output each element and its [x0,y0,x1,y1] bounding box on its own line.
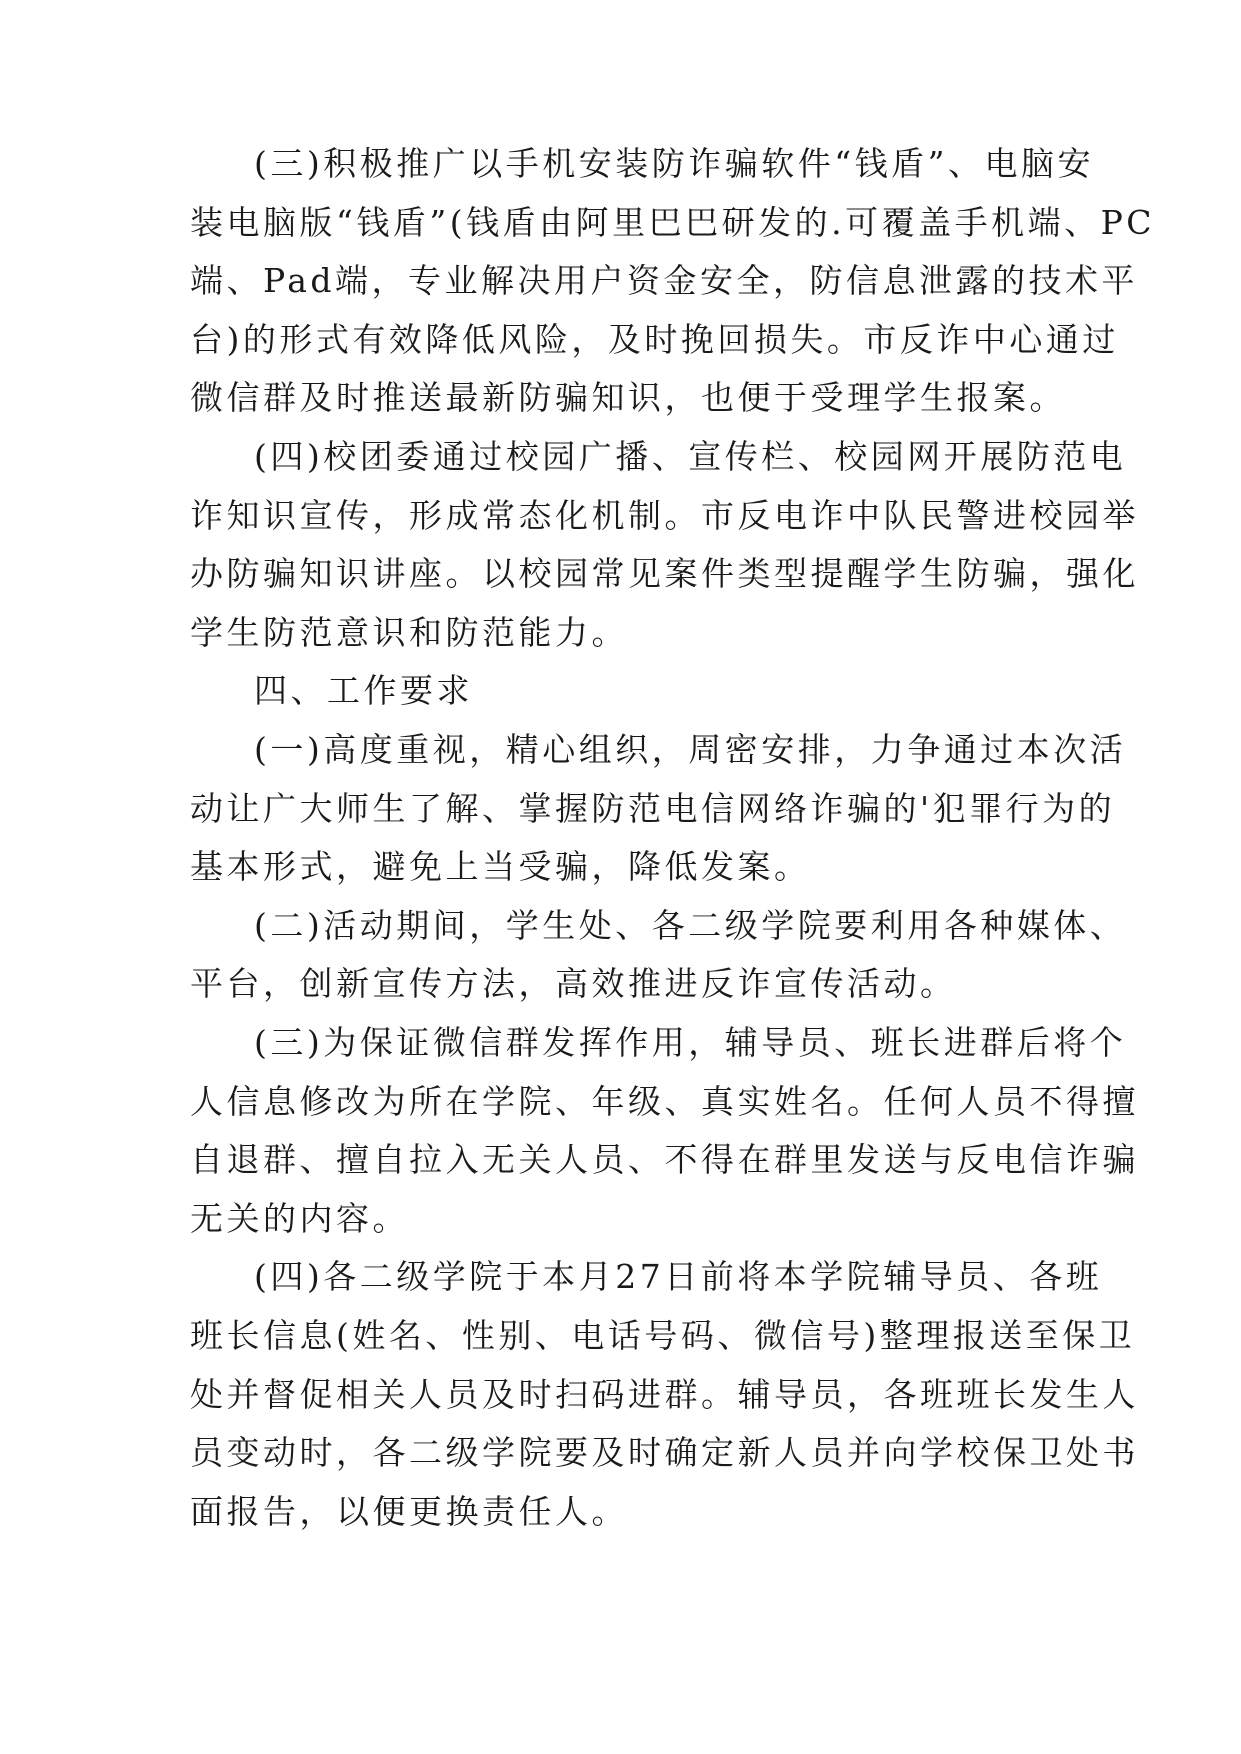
document-text-line: (三)积极推广以手机安装防诈骗软件“钱盾”、电脑安 [254,144,1094,183]
document-text-line: 班长信息(姓名、性别、电话号码、微信号)整理报送至保卫 [190,1316,1136,1355]
document-text-line: 平台，创新宣传方法，高效推进反诈宣传活动。 [190,964,957,1004]
document-text-line: 人信息修改为所在学院、年级、真实姓名。任何人员不得擅 [190,1081,1139,1121]
document-text-line: 装电脑版“钱盾”(钱盾由阿里巴巴研发的.可覆盖手机端、PC [190,202,1156,242]
document-text-line: (四)各二级学院于本月27日前将本学院辅导员、各班 [254,1257,1103,1297]
document-text-line: 员变动时，各二级学院要及时确定新人员并向学校保卫处书 [190,1433,1139,1473]
document-text-line: 台)的形式有效降低风险，及时挽回损失。市反诈中心通过 [190,319,1119,359]
document-text-line: 面报告，以便更换责任人。 [190,1491,628,1531]
document-text-line: (四)校团委通过校园广播、宣传栏、校园网开展防范电 [254,437,1127,476]
document-text-line: (二)活动期间，学生处、各二级学院要利用各种媒体、 [254,905,1127,945]
document-text-line: 处并督促相关人员及时扫码进群。辅导员，各班班长发生人 [190,1374,1139,1414]
document-text-line: 端、Pad端，专业解决用户资金安全，防信息泄露的技术平 [190,261,1139,301]
document-text-line: 办防骗知识讲座。以校园常见案件类型提醒学生防骗，强化 [190,554,1139,594]
document-text-line: 动让广大师生了解、掌握防范电信网络诈骗的'犯罪行为的 [190,788,1116,828]
document-text-line: 微信群及时推送最新防骗知识，也便于受理学生报案。 [190,378,1066,418]
document-text-line: 基本形式，避免上当受骗，降低发案。 [190,847,811,887]
document-text-line: 无关的内容。 [190,1198,409,1238]
document-text-line: 学生防范意识和防范能力。 [190,612,628,652]
document-text-line: (一)高度重视，精心组织，周密安排，力争通过本次活 [254,730,1127,769]
document-text-line: 四、工作要求 [254,671,473,711]
document-text-line: 诈知识宣传，形成常态化机制。市反电诈中队民警进校园举 [190,495,1139,535]
document-text-line: (三)为保证微信群发挥作用，辅导员、班长进群后将个 [254,1023,1127,1062]
document-text-line: 自退群、擅自拉入无关人员、不得在群里发送与反电信诈骗 [190,1140,1139,1180]
